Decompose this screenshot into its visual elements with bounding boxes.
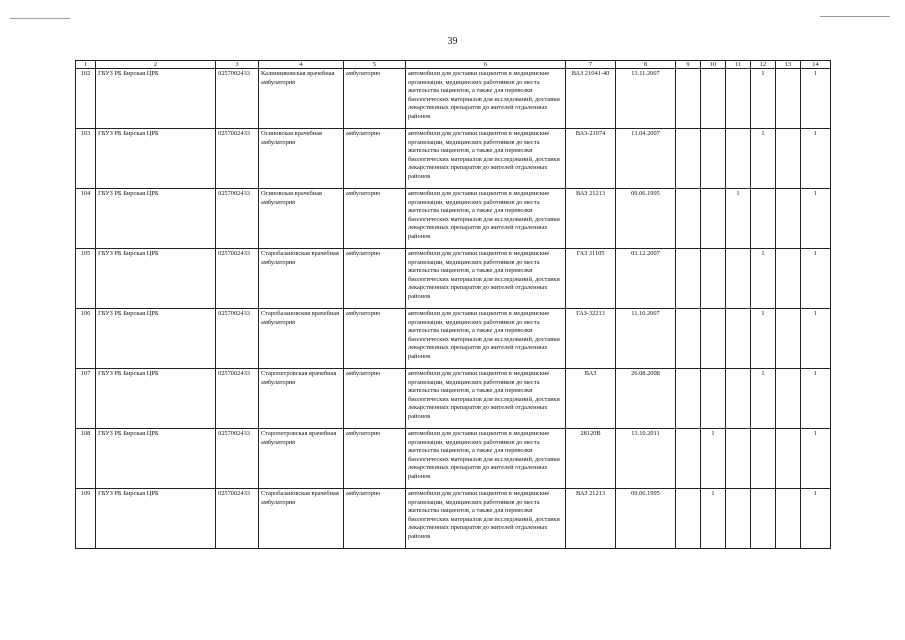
- scan-artifact: [820, 16, 890, 17]
- col-12-cell: [751, 189, 776, 249]
- column-number: 7: [566, 61, 616, 69]
- org-code-cell: 0257002433: [216, 309, 259, 369]
- date-cell: 13.04.2007: [616, 129, 676, 189]
- org-code-cell: 0257002433: [216, 249, 259, 309]
- care-type-cell: амбулаторно: [344, 189, 406, 249]
- col-10-cell: [701, 129, 726, 189]
- care-type-cell: амбулаторно: [344, 369, 406, 429]
- date-cell: 13.10.2011: [616, 429, 676, 489]
- column-number: 5: [344, 61, 406, 69]
- col-11-cell: [726, 429, 751, 489]
- col-10-cell: 1: [701, 429, 726, 489]
- vehicle-model-cell: ВАЗ 21213: [566, 489, 616, 549]
- vehicle-purpose-cell: автомобили для доставки пациентов в медицинские организации, медицинских работников до места жительства пациентов, а также для перевозки биологических материалов для исследований, доставки лекарственных препаратов до жителей отдаленных районов: [406, 369, 566, 429]
- vehicle-model-cell: 28120В: [566, 429, 616, 489]
- vehicle-purpose-cell: автомобили для доставки пациентов в медицинские организации, медицинских работников до места жительства пациентов, а также для перевозки биологических материалов для исследований, доставки лекарственных препаратов до жителей отдаленных районов: [406, 309, 566, 369]
- col-10-cell: [701, 249, 726, 309]
- vehicle-purpose-cell: автомобили для доставки пациентов в медицинские организации, медицинских работников до места жительства пациентов, а также для перевозки биологических материалов для исследований, доставки лекарственных препаратов до жителей отдаленных районов: [406, 69, 566, 129]
- col-13-cell: [776, 69, 801, 129]
- column-number: 6: [406, 61, 566, 69]
- col-14-cell: 1: [801, 69, 831, 129]
- care-type-cell: амбулаторно: [344, 129, 406, 189]
- care-type-cell: амбулаторно: [344, 249, 406, 309]
- column-number: 11: [726, 61, 751, 69]
- vehicle-purpose-cell: автомобили для доставки пациентов в медицинские организации, медицинских работников до места жительства пациентов, а также для перевозки биологических материалов для исследований, доставки лекарственных препаратов до жителей отдаленных районов: [406, 189, 566, 249]
- vehicle-table: [75, 60, 831, 549]
- col-14-cell: 1: [801, 369, 831, 429]
- organization-cell: ГБУЗ РБ Бирская ЦРБ: [96, 129, 216, 189]
- col-10-cell: [701, 369, 726, 429]
- vehicle-purpose-cell: автомобили для доставки пациентов в медицинские организации, медицинских работников до места жительства пациентов, а также для перевозки биологических материалов для исследований, доставки лекарственных препаратов до жителей отдаленных районов: [406, 129, 566, 189]
- row-number-cell: 104: [76, 189, 96, 249]
- vehicle-model-cell: ВАЗ-21074: [566, 129, 616, 189]
- vehicle-purpose-cell: автомобили для доставки пациентов в медицинские организации, медицинских работников до места жительства пациентов, а также для перевозки биологических материалов для исследований, доставки лекарственных препаратов до жителей отдаленных районов: [406, 489, 566, 549]
- row-number-cell: 102: [76, 69, 96, 129]
- table-row: [76, 189, 831, 249]
- table-row: [76, 129, 831, 189]
- date-cell: 09.06.1995: [616, 489, 676, 549]
- col-13-cell: [776, 129, 801, 189]
- vehicle-purpose-cell: автомобили для доставки пациентов в медицинские организации, медицинских работников до места жительства пациентов, а также для перевозки биологических материалов для исследований, доставки лекарственных препаратов до жителей отдаленных районов: [406, 429, 566, 489]
- col-14-cell: 1: [801, 429, 831, 489]
- organization-cell: ГБУЗ РБ Бирская ЦРБ: [96, 69, 216, 129]
- organization-cell: ГБУЗ РБ Бирская ЦРБ: [96, 369, 216, 429]
- col-12-cell: 1: [751, 249, 776, 309]
- organization-cell: ГБУЗ РБ Бирская ЦРБ: [96, 249, 216, 309]
- unit-name-cell: Осиновская врачебная амбулатория: [259, 129, 344, 189]
- col-11-cell: 1: [726, 189, 751, 249]
- col-10-cell: [701, 309, 726, 369]
- col-13-cell: [776, 309, 801, 369]
- col-14-cell: 1: [801, 189, 831, 249]
- org-code-cell: 0257002433: [216, 69, 259, 129]
- unit-name-cell: Старобазановская врачебная амбулатория: [259, 249, 344, 309]
- care-type-cell: амбулаторно: [344, 489, 406, 549]
- vehicle-model-cell: ГАЗ 31105: [566, 249, 616, 309]
- col-11-cell: [726, 369, 751, 429]
- unit-name-cell: Старобазановсквя врачебная амбулатория: [259, 309, 344, 369]
- column-number: 13: [776, 61, 801, 69]
- col-13-cell: [776, 489, 801, 549]
- date-cell: 03.12.2007: [616, 249, 676, 309]
- column-number: 10: [701, 61, 726, 69]
- col-9-cell: [676, 249, 701, 309]
- col-13-cell: [776, 429, 801, 489]
- column-number: 14: [801, 61, 831, 69]
- col-11-cell: [726, 309, 751, 369]
- unit-name-cell: Старобазановская врачебная амбулатория: [259, 489, 344, 549]
- col-12-cell: 1: [751, 309, 776, 369]
- vehicle-model-cell: ГАЗ-32213: [566, 309, 616, 369]
- scan-artifact: [10, 18, 70, 19]
- table-row: [76, 309, 831, 369]
- row-number-cell: 107: [76, 369, 96, 429]
- col-9-cell: [676, 489, 701, 549]
- table-row: [76, 249, 831, 309]
- vehicle-purpose-cell: автомобили для доставки пациентов в медицинские организации, медицинских работников до места жительства пациентов, а также для перевозки биологических материалов для исследований, доставки лекарственных препаратов до жителей отдаленных районов: [406, 249, 566, 309]
- col-9-cell: [676, 69, 701, 129]
- column-number-row: [76, 61, 831, 69]
- unit-name-cell: Старопетровская врачебная амбулатория: [259, 429, 344, 489]
- org-code-cell: 0257002433: [216, 489, 259, 549]
- organization-cell: ГБУЗ РБ Бирская ЦРБ: [96, 309, 216, 369]
- col-13-cell: [776, 249, 801, 309]
- col-13-cell: [776, 189, 801, 249]
- date-cell: 13.11.2007: [616, 69, 676, 129]
- row-number-cell: 105: [76, 249, 96, 309]
- col-9-cell: [676, 369, 701, 429]
- col-9-cell: [676, 189, 701, 249]
- care-type-cell: амбулаторно: [344, 309, 406, 369]
- table-row: [76, 429, 831, 489]
- table-row: [76, 369, 831, 429]
- col-14-cell: 1: [801, 489, 831, 549]
- col-10-cell: 1: [701, 489, 726, 549]
- col-12-cell: 1: [751, 129, 776, 189]
- org-code-cell: 0257002433: [216, 129, 259, 189]
- row-number-cell: 106: [76, 309, 96, 369]
- unit-name-cell: Старопетровская врачебная амбулатория: [259, 369, 344, 429]
- table-row: [76, 69, 831, 129]
- org-code-cell: 0257002433: [216, 429, 259, 489]
- org-code-cell: 0257002433: [216, 369, 259, 429]
- care-type-cell: амбулаторно: [344, 69, 406, 129]
- col-14-cell: 1: [801, 249, 831, 309]
- org-code-cell: 0257002433: [216, 189, 259, 249]
- vehicle-model-cell: ВАЗ 21213: [566, 189, 616, 249]
- date-cell: 11.10.2007: [616, 309, 676, 369]
- unit-name-cell: Осиновская врачебная амбулатория: [259, 189, 344, 249]
- col-13-cell: [776, 369, 801, 429]
- care-type-cell: амбулаторно: [344, 429, 406, 489]
- col-9-cell: [676, 129, 701, 189]
- date-cell: 09.06.1995: [616, 189, 676, 249]
- col-10-cell: [701, 189, 726, 249]
- col-11-cell: [726, 249, 751, 309]
- column-number: 3: [216, 61, 259, 69]
- col-9-cell: [676, 429, 701, 489]
- row-number-cell: 109: [76, 489, 96, 549]
- date-cell: 26.08.2008: [616, 369, 676, 429]
- col-12-cell: [751, 489, 776, 549]
- col-14-cell: 1: [801, 309, 831, 369]
- vehicle-model-cell: ВАЗ: [566, 369, 616, 429]
- column-number: 12: [751, 61, 776, 69]
- table-row: [76, 489, 831, 549]
- vehicle-model-cell: ВАЗ 21041-40: [566, 69, 616, 129]
- column-number: 2: [96, 61, 216, 69]
- column-number: 9: [676, 61, 701, 69]
- unit-name-cell: Калинниковская врачебная амбулатория: [259, 69, 344, 129]
- row-number-cell: 108: [76, 429, 96, 489]
- col-14-cell: 1: [801, 129, 831, 189]
- col-10-cell: [701, 69, 726, 129]
- organization-cell: ГБУЗ РБ Бирская ЦРБ: [96, 189, 216, 249]
- column-number: 4: [259, 61, 344, 69]
- row-number-cell: 103: [76, 129, 96, 189]
- organization-cell: ГБУЗ РБ Бирская ЦРБ: [96, 489, 216, 549]
- col-12-cell: 1: [751, 69, 776, 129]
- col-11-cell: [726, 489, 751, 549]
- column-number: 1: [76, 61, 96, 69]
- organization-cell: ГБУЗ РБ Бирская ЦРБ: [96, 429, 216, 489]
- col-12-cell: 1: [751, 369, 776, 429]
- col-9-cell: [676, 309, 701, 369]
- col-11-cell: [726, 129, 751, 189]
- column-number: 8: [616, 61, 676, 69]
- col-12-cell: [751, 429, 776, 489]
- page-number: 39: [447, 36, 458, 47]
- col-11-cell: [726, 69, 751, 129]
